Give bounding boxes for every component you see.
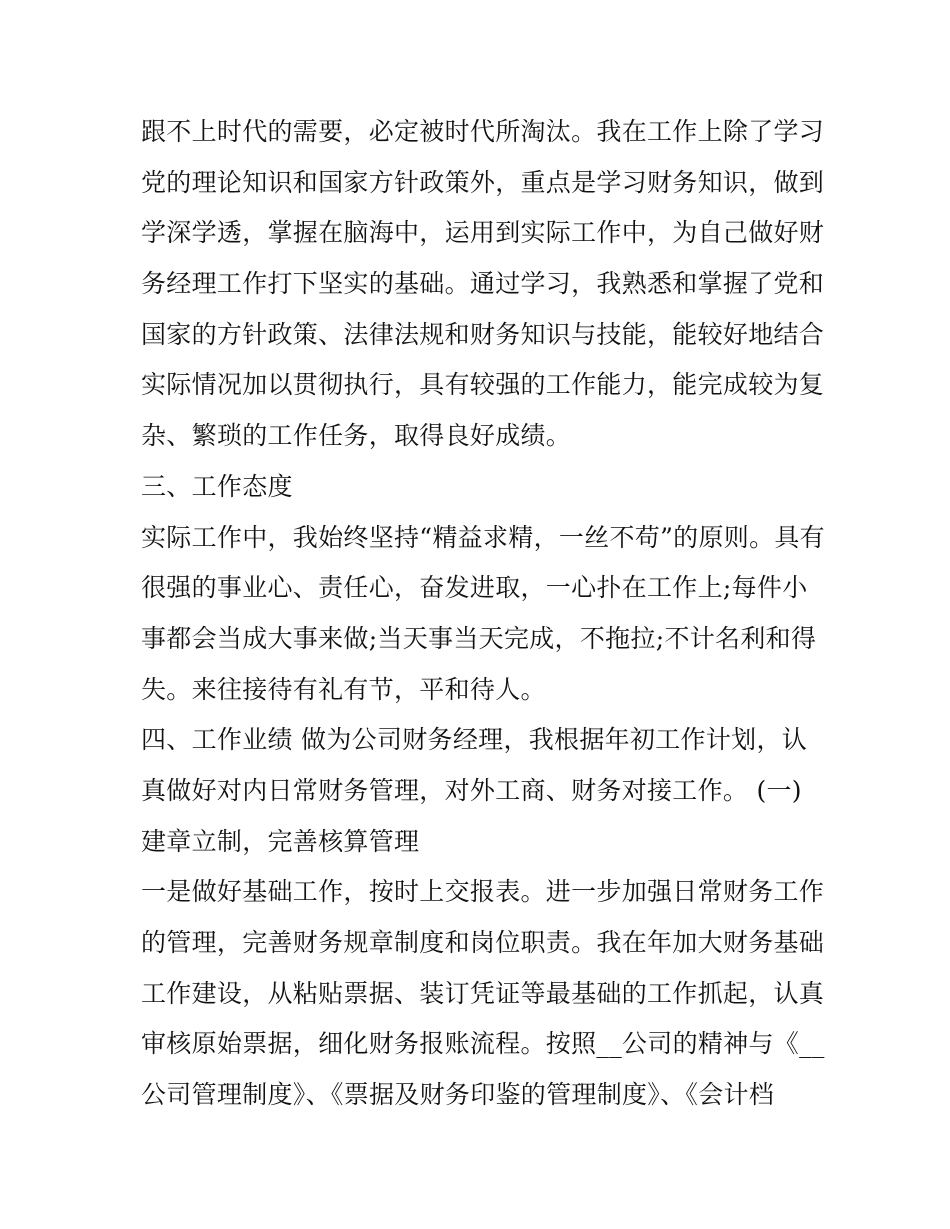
- section-heading-work-attitude: 三、工作态度: [141, 471, 293, 501]
- text-line: 实际工作中，我始终坚持“精益求精，一丝不苟”的原则。具有: [141, 522, 825, 552]
- text-line: 失。来往接待有礼有节，平和待人。: [141, 674, 546, 704]
- text-line: 很强的事业心、责任心，奋发进取，一心扑在工作上;每件小: [141, 573, 808, 603]
- text-line: 党的理论知识和国家方针政策外，重点是学习财务知识，做到: [141, 167, 825, 197]
- text-line: 工作建设，从粘贴票据、装订凭证等最基础的工作抓起，认真: [141, 978, 825, 1008]
- text-line: 的管理，完善财务规章制度和岗位职责。我在年加大财务基础: [141, 928, 825, 957]
- text-line: 国家的方针政策、法律法规和财务知识与技能，能较好地结合: [141, 319, 825, 349]
- text-line: 实际情况加以贯彻执行，具有较强的工作能力，能完成较为复: [141, 370, 825, 400]
- text-line: 一是做好基础工作，按时上交报表。进一步加强日常财务工作: [141, 877, 825, 907]
- text-line: 公司管理制度》、《票据及财务印鉴的管理制度》、《会计档: [141, 1080, 775, 1110]
- text-line: 学深学透，掌握在脑海中，运用到实际工作中，为自己做好财: [141, 218, 825, 248]
- text-line: 务经理工作打下坚实的基础。通过学习，我熟悉和掌握了党和: [141, 269, 825, 299]
- text-line: 审核原始票据，细化财务报账流程。按照__公司的精神与《__: [141, 1029, 825, 1059]
- text-line: 杂、繁琐的工作任务，取得良好成绩。: [141, 421, 572, 451]
- text-line: 跟不上时代的需要，必定被时代所淘汰。我在工作上除了学习: [141, 117, 825, 146]
- subsection-heading: 建章立制，完善核算管理: [141, 826, 420, 856]
- text-line: 事都会当成大事来做;当天事当天完成，不拖拉;不计名利和得: [141, 623, 817, 653]
- section-heading-work-performance: 四、工作业绩 做为公司财务经理，我根据年初工作计划，认: [141, 725, 808, 755]
- text-line: 真做好对内日常财务管理，对外工商、财务对接工作。 (一): [141, 775, 802, 805]
- body-text: [141, 107, 825, 1121]
